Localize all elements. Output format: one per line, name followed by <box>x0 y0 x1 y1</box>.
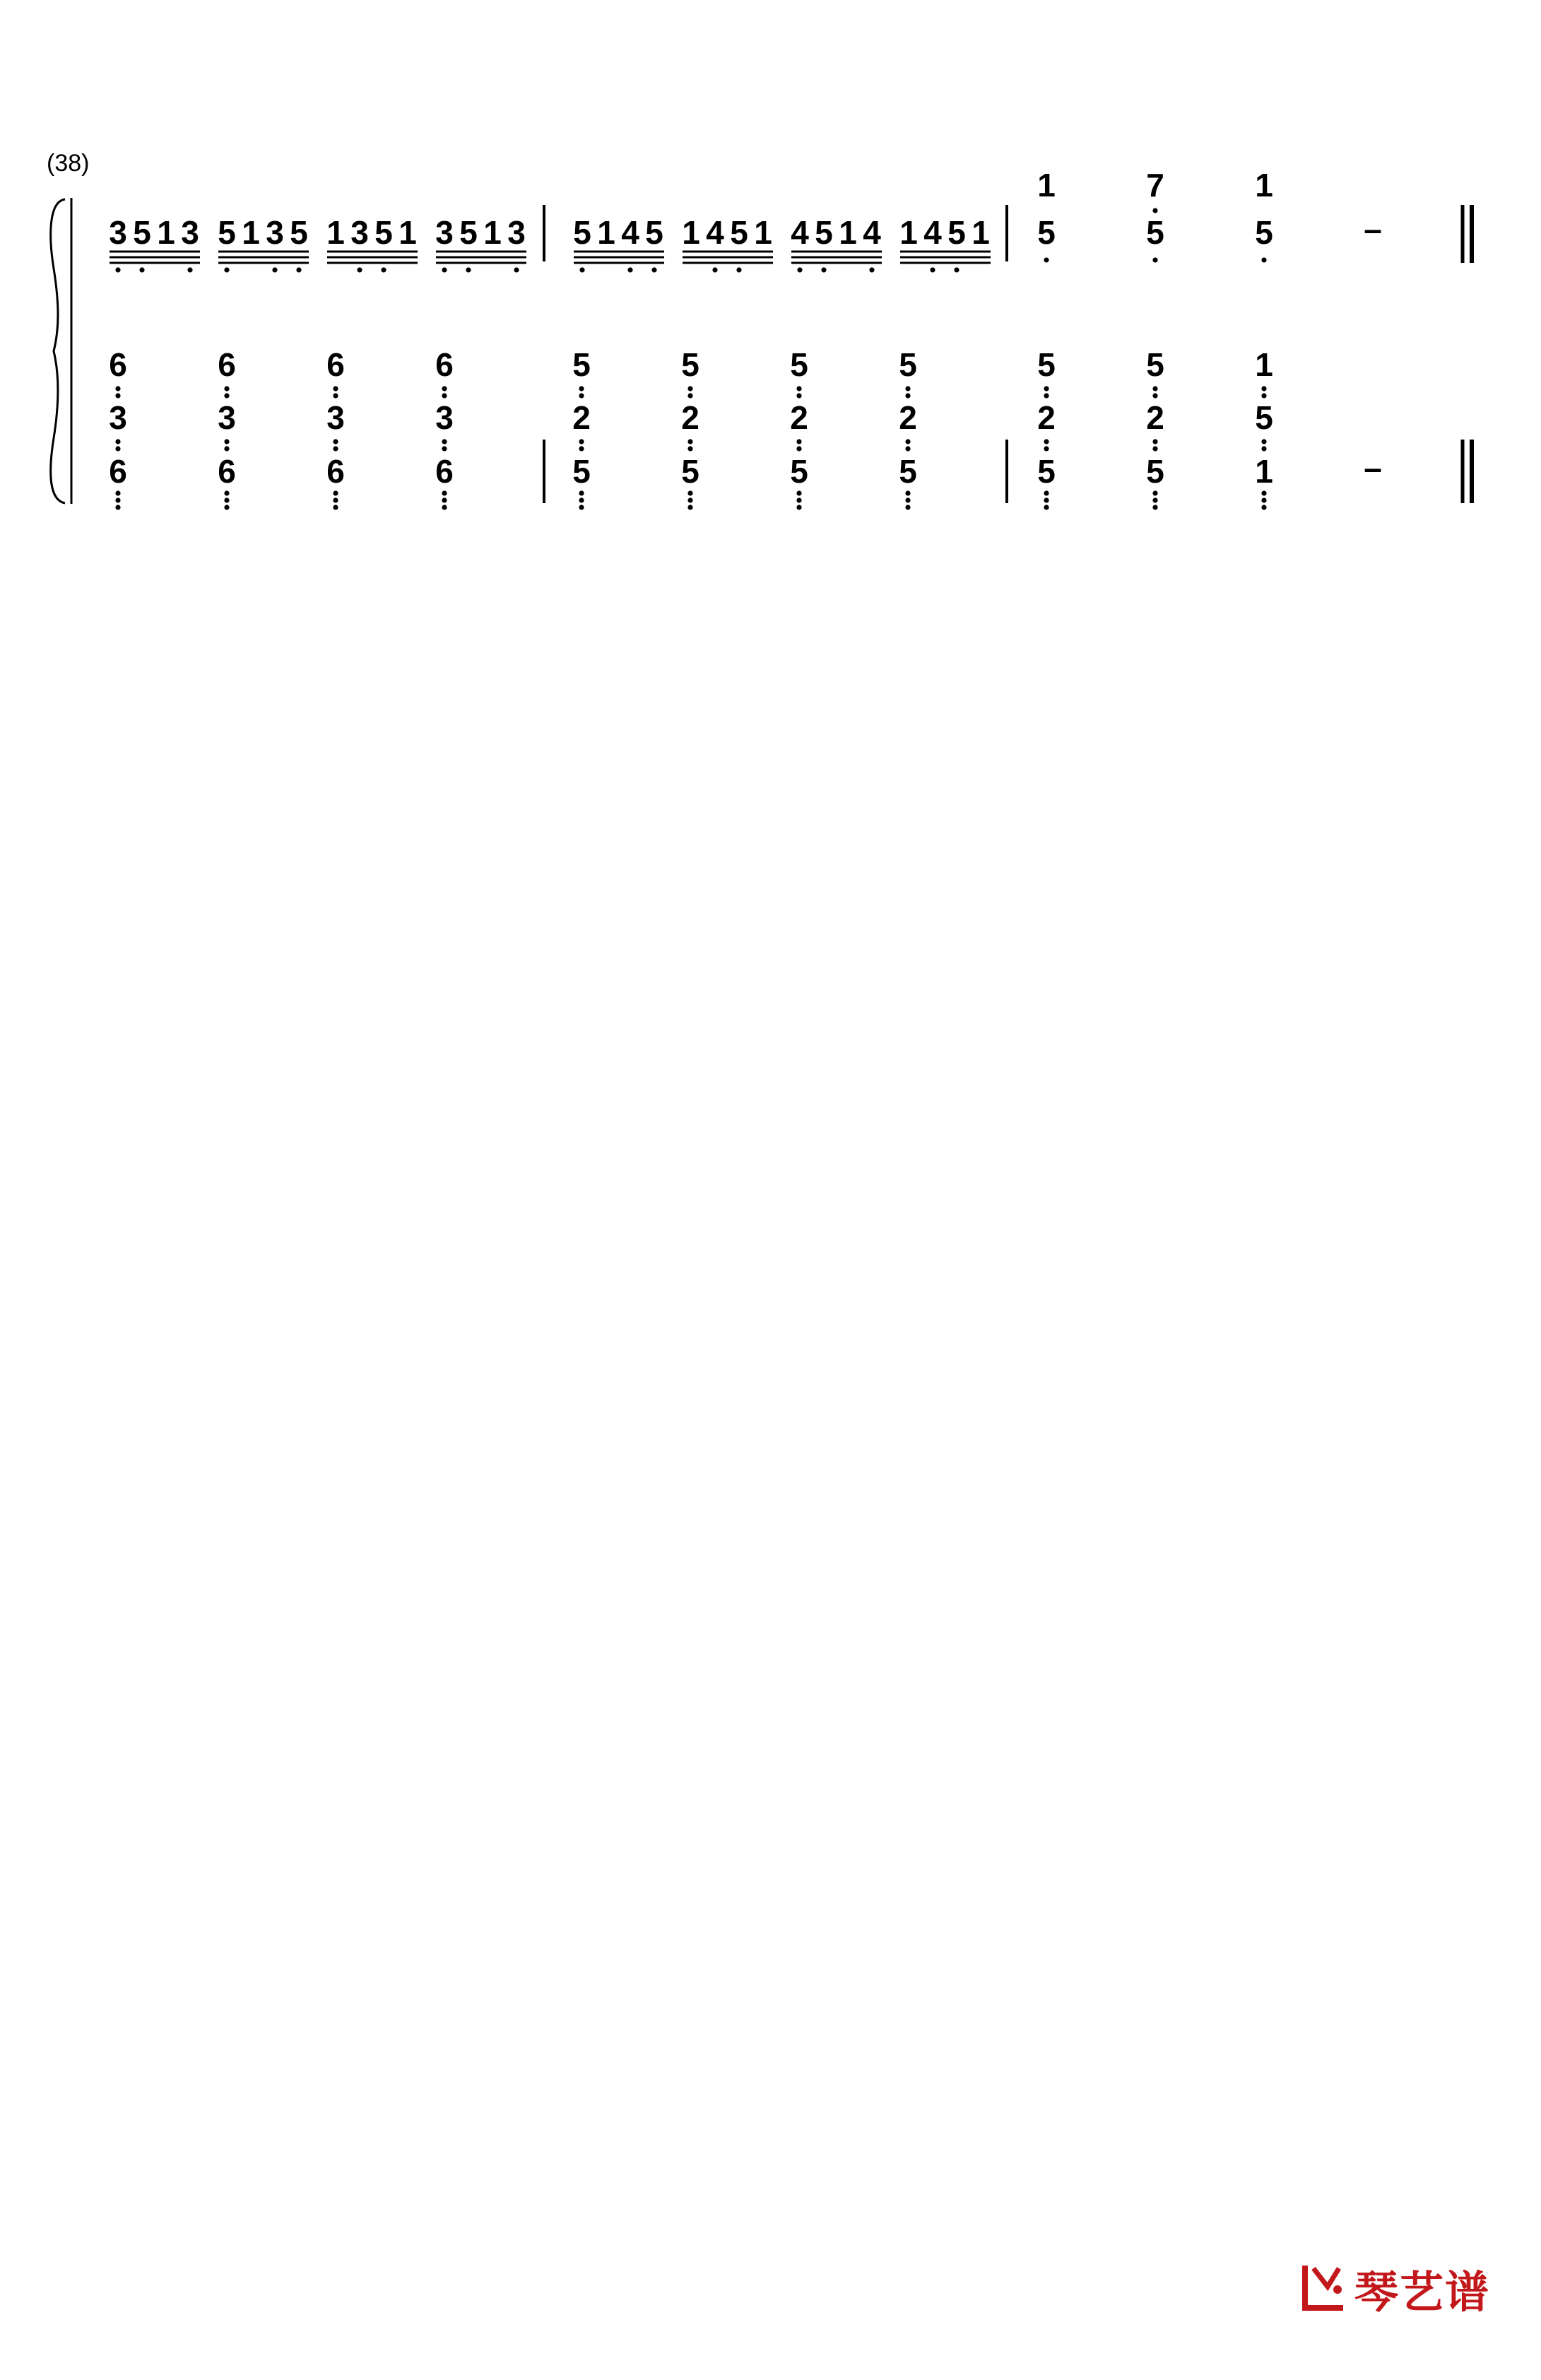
octave-dot <box>796 386 801 391</box>
octave-dot <box>1044 257 1049 262</box>
chord <box>572 346 591 510</box>
chord <box>1037 167 1056 263</box>
octave-dot <box>905 446 910 451</box>
octave-dot <box>821 267 826 272</box>
note: 5 <box>1146 214 1164 251</box>
note: 1 <box>1255 167 1273 204</box>
chord <box>326 346 345 510</box>
octave-dot <box>442 497 447 502</box>
sixteenth-group <box>218 214 309 273</box>
note: 6 <box>109 453 127 490</box>
note: 3 <box>109 214 127 251</box>
octave-dot <box>1044 490 1049 495</box>
octave-dot <box>224 497 229 502</box>
logo-text: 琴艺谱 <box>1354 2266 1491 2318</box>
octave-dot <box>115 446 120 451</box>
chord <box>1255 167 1273 263</box>
note: 6 <box>109 346 127 383</box>
octave-dot <box>796 490 801 495</box>
octave-dot <box>115 505 120 509</box>
note: 3 <box>266 214 284 251</box>
note: 5 <box>218 214 236 251</box>
brace <box>51 199 65 503</box>
octave-dot <box>466 267 471 272</box>
chord <box>899 346 917 510</box>
octave-dot <box>115 497 120 502</box>
octave-dot <box>1152 257 1157 262</box>
octave-dot <box>627 267 632 272</box>
octave-dot <box>796 439 801 444</box>
note: 5 <box>681 346 699 383</box>
octave-dot <box>333 497 338 502</box>
chord <box>790 346 808 510</box>
note: 5 <box>1255 399 1273 436</box>
octave-dot <box>905 497 910 502</box>
octave-dot <box>442 393 447 398</box>
chord <box>1037 346 1056 510</box>
octave-dot <box>687 490 692 495</box>
octave-dot <box>1261 386 1266 391</box>
octave-dot <box>1044 393 1049 398</box>
octave-dot <box>579 490 584 495</box>
octave-dot <box>579 267 584 272</box>
bass-staff <box>109 346 1382 510</box>
note: 5 <box>1146 453 1164 490</box>
note: 4 <box>791 214 809 251</box>
octave-dot <box>1261 497 1266 502</box>
octave-dot <box>687 393 692 398</box>
octave-dot <box>224 505 229 509</box>
octave-dot <box>1152 386 1157 391</box>
octave-dot <box>333 446 338 451</box>
note: 5 <box>572 346 591 383</box>
octave-dot <box>224 393 229 398</box>
octave-dot <box>1152 497 1157 502</box>
chord <box>1364 211 1382 247</box>
note: 3 <box>218 399 236 436</box>
octave-dot <box>224 490 229 495</box>
chord <box>681 346 699 510</box>
note: 4 <box>923 214 942 251</box>
octave-dot <box>687 446 692 451</box>
note: 5 <box>899 346 917 383</box>
chord <box>1146 346 1164 510</box>
logo <box>1297 2254 1508 2318</box>
note: 3 <box>326 399 345 436</box>
octave-dot <box>796 497 801 502</box>
octave-dot <box>954 267 959 272</box>
octave-dot <box>869 267 874 272</box>
octave-dot <box>333 393 338 398</box>
note: 5 <box>790 346 808 383</box>
octave-dot <box>579 393 584 398</box>
octave-dot <box>687 505 692 509</box>
octave-dot <box>1261 257 1266 262</box>
octave-dot <box>687 439 692 444</box>
note: 5 <box>1037 214 1056 251</box>
octave-dot <box>224 267 229 272</box>
octave-dot <box>796 505 801 509</box>
note: 2 <box>1037 399 1056 436</box>
octave-dot <box>115 386 120 391</box>
note: 6 <box>218 453 236 490</box>
octave-dot <box>905 393 910 398</box>
octave-dot <box>224 446 229 451</box>
note: 1 <box>682 214 700 251</box>
octave-dot <box>687 386 692 391</box>
octave-dot <box>905 439 910 444</box>
note: 3 <box>435 214 454 251</box>
note: 1 <box>398 214 417 251</box>
octave-dot <box>930 267 935 272</box>
note: 2 <box>681 399 699 436</box>
note: 5 <box>133 214 151 251</box>
octave-dot <box>1261 505 1266 509</box>
octave-dot <box>1044 497 1049 502</box>
note: 1 <box>157 214 175 251</box>
octave-dot <box>905 490 910 495</box>
note: 4 <box>706 214 724 251</box>
octave-dot <box>442 446 447 451</box>
chord <box>1255 346 1273 510</box>
note: 5 <box>374 214 393 251</box>
note: 6 <box>326 453 345 490</box>
logo-mark-icon <box>1297 2258 1353 2315</box>
note: 1 <box>1255 453 1273 490</box>
note: 6 <box>435 346 454 383</box>
note: 5 <box>681 453 699 490</box>
note: 1 <box>754 214 772 251</box>
octave-dot <box>224 386 229 391</box>
octave-dot <box>333 505 338 509</box>
note: 5 <box>1037 453 1056 490</box>
octave-dot <box>224 439 229 444</box>
octave-dot <box>442 267 447 272</box>
octave-dot <box>442 439 447 444</box>
octave-dot <box>333 490 338 495</box>
octave-dot <box>115 267 120 272</box>
octave-dot <box>1152 446 1157 451</box>
note: 5 <box>1037 346 1056 383</box>
note: 1 <box>326 214 345 251</box>
octave-dot <box>442 386 447 391</box>
octave-dot <box>514 267 519 272</box>
note: 5 <box>645 214 663 251</box>
note: 4 <box>863 214 881 251</box>
note: 2 <box>1146 399 1164 436</box>
note: 4 <box>621 214 639 251</box>
note: 1 <box>972 214 990 251</box>
note: 1 <box>483 214 502 251</box>
octave-dot <box>796 393 801 398</box>
octave-dot <box>579 386 584 391</box>
note: 5 <box>1146 346 1164 383</box>
sixteenth-group <box>791 214 882 273</box>
score <box>0 0 1541 551</box>
octave-dot <box>1261 490 1266 495</box>
octave-dot <box>442 505 447 509</box>
octave-dot <box>296 267 301 272</box>
note: 1 <box>1037 167 1056 204</box>
note: 7 <box>1146 167 1164 204</box>
note: 6 <box>326 346 345 383</box>
octave-dot <box>333 386 338 391</box>
octave-dot <box>357 267 362 272</box>
note: 3 <box>507 214 526 251</box>
note: 5 <box>790 453 808 490</box>
note: 5 <box>459 214 478 251</box>
sixteenth-group <box>109 214 200 273</box>
octave-dot <box>115 393 120 398</box>
sixteenth-group <box>899 214 991 273</box>
sixteenth-group <box>435 214 526 273</box>
octave-dot <box>442 490 447 495</box>
octave-dot <box>187 267 192 272</box>
note: 3 <box>350 214 369 251</box>
note: 5 <box>899 453 917 490</box>
note: 2 <box>790 399 808 436</box>
note: 2 <box>572 399 591 436</box>
octave-dot <box>1152 439 1157 444</box>
octave-dot <box>1152 505 1157 509</box>
octave-dot <box>1152 393 1157 398</box>
octave-dot <box>579 446 584 451</box>
chord <box>1146 167 1164 263</box>
chord <box>1364 449 1382 486</box>
chord <box>218 346 236 510</box>
octave-dot <box>687 497 692 502</box>
note: 5 <box>572 453 591 490</box>
note: 5 <box>1255 214 1273 251</box>
octave-dot <box>1261 393 1266 398</box>
note: 5 <box>290 214 308 251</box>
note: 1 <box>597 214 615 251</box>
note: 2 <box>899 399 917 436</box>
octave-dot <box>797 267 802 272</box>
octave-dot <box>1152 208 1157 213</box>
octave-dot <box>1152 490 1157 495</box>
octave-dot <box>381 267 386 272</box>
octave-dot <box>115 439 120 444</box>
note: 5 <box>947 214 966 251</box>
note: 6 <box>435 453 454 490</box>
octave-dot <box>651 267 656 272</box>
octave-dot <box>796 446 801 451</box>
octave-dot <box>115 490 120 495</box>
note: 3 <box>181 214 199 251</box>
note: 3 <box>109 399 127 436</box>
measure-number: (38) <box>47 150 90 177</box>
note: 3 <box>435 399 454 436</box>
note: 1 <box>242 214 260 251</box>
octave-dot <box>736 267 741 272</box>
octave-dot <box>579 505 584 509</box>
octave-dot <box>1044 439 1049 444</box>
sixteenth-group <box>326 214 418 273</box>
octave-dot <box>1044 505 1049 509</box>
octave-dot <box>139 267 144 272</box>
note: 1 <box>899 214 918 251</box>
system-brace <box>51 198 71 504</box>
note: 1 <box>839 214 857 251</box>
octave-dot <box>1044 386 1049 391</box>
octave-dot <box>579 439 584 444</box>
sixteenth-group <box>573 214 664 273</box>
octave-dot <box>333 439 338 444</box>
dash: – <box>1364 449 1382 486</box>
octave-dot <box>579 497 584 502</box>
note: 1 <box>1255 346 1273 383</box>
octave-dot <box>1261 439 1266 444</box>
dash: – <box>1364 211 1382 247</box>
note: 5 <box>730 214 748 251</box>
sixteenth-group <box>682 214 773 273</box>
octave-dot <box>905 505 910 509</box>
octave-dot <box>272 267 277 272</box>
octave-dot <box>1044 446 1049 451</box>
octave-dot <box>712 267 717 272</box>
note: 6 <box>218 346 236 383</box>
note: 5 <box>815 214 833 251</box>
chord <box>435 346 454 510</box>
octave-dot <box>1261 446 1266 451</box>
note: 5 <box>573 214 591 251</box>
treble-staff <box>109 167 1382 273</box>
octave-dot <box>905 386 910 391</box>
chord <box>109 346 127 510</box>
